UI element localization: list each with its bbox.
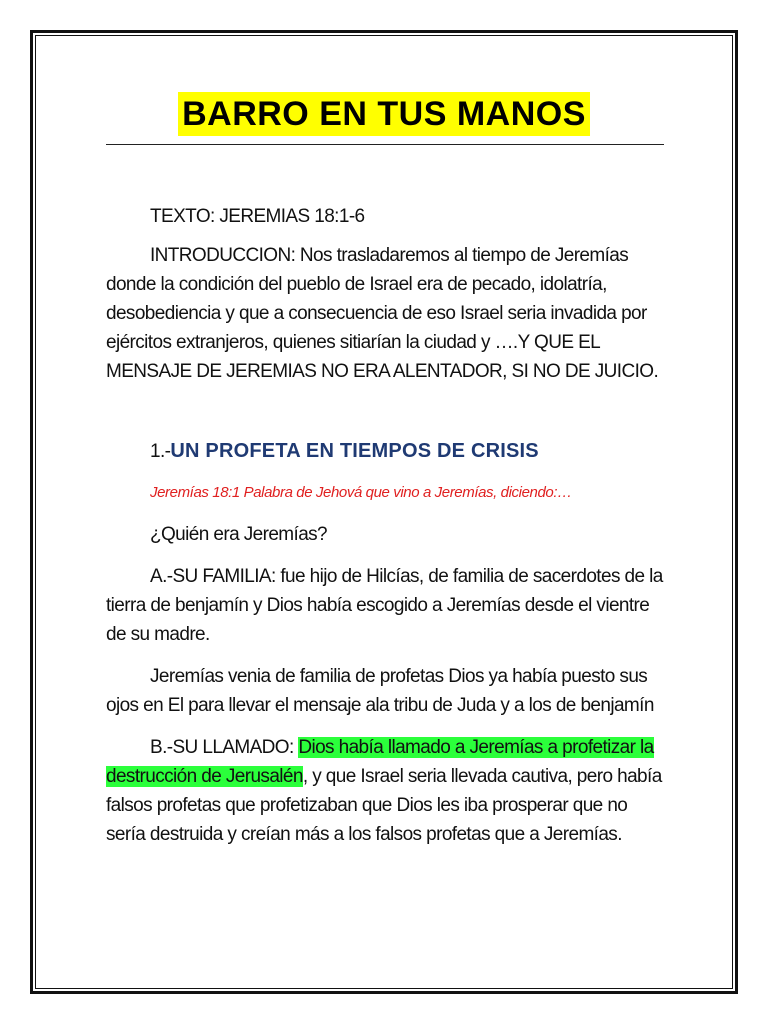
title-container (0, 92, 768, 136)
section-number: 1.- (150, 441, 171, 462)
document-title: BARRO EN TUS MANOS (178, 92, 590, 136)
llamado-label: B.-SU LLAMADO: (150, 737, 299, 758)
section-title: UN PROFETA EN TIEMPOS DE CRISIS (170, 440, 539, 462)
question-line: ¿Quién era Jeremías? (150, 524, 328, 545)
texto-line: TEXTO: JEREMIAS 18:1-6 (150, 206, 365, 227)
introduccion-paragraph: INTRODUCCION: Nos trasladaremos al tiempo de Jeremías donde la condición del pueblo de Israel era de pecado, idolatría, desobediencia y que a consecuencia de eso Israel seria invadida por ejércitos extranjeros, quienes sitiarían la ciudad y ….Y QUE EL MENSAJE DE JEREMIAS NO ERA ALENTADOR, SI NO DE JUICIO. (106, 245, 659, 382)
title-underline (106, 144, 664, 145)
bible-verse: Jeremías 18:1 Palabra de Jehová que vino a Jeremías, diciendo:… (150, 484, 572, 501)
intro-block (106, 202, 666, 386)
llamado-paragraph (106, 733, 666, 849)
familia-paragraph: A.-SU FAMILIA: fue hijo de Hilcías, de familia de sacerdotes de la tierra de benjamín y Dios había escogido a Jeremías desde el vientre de su madre. (106, 566, 663, 645)
section-1-body (106, 520, 666, 849)
section-1-heading (150, 440, 539, 463)
llamado-rest: , y que Israel seria llevada cautiva, pero había falsos profetas que profetizaban que Dios les iba prosperar que no sería destruida y creían más a los falsos profetas que a Jeremías. (106, 766, 662, 845)
venia-paragraph: Jeremías venia de familia de profetas Dios ya había puesto sus ojos en El para llevar el mensaje ala tribu de Juda y a los de benjamín (106, 666, 654, 716)
llamado-highlight: Dios había llamado a Jeremías a profetizar la destrucción de Jerusalén (106, 737, 654, 787)
